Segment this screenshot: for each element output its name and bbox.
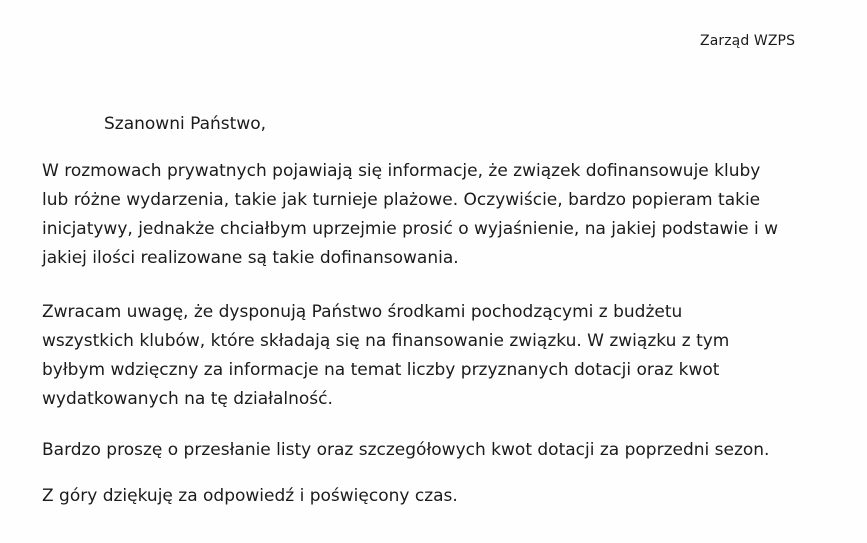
letter-salutation: Szanowni Państwo,	[104, 114, 267, 134]
paragraph-line: Zwracam uwagę, że dysponują Państwo środkami pochodzącymi z budżetu	[42, 302, 683, 322]
paragraph-line: wydatkowanych na tę działalność.	[42, 389, 333, 409]
paragraph-line: Z góry dziękuję za odpowiedź i poświęcony czas.	[42, 486, 458, 506]
letter-addressee: Zarząd WZPS	[700, 33, 796, 49]
paragraph-line: Bardzo proszę o przesłanie listy oraz szczegółowych kwot dotacji za poprzedni sezon.	[42, 440, 770, 460]
letter-closing	[42, 482, 842, 511]
paragraph-line: wszystkich klubów, które składają się na finansowanie związku. W związku z tym	[42, 331, 730, 351]
paragraph-line: lub różne wydarzenia, takie jak turnieje plażowe. Oczywiście, bardzo popieram takie	[42, 190, 761, 210]
paragraph-line: W rozmowach prywatnych pojawiają się informacje, że związek dofinansowuje kluby	[42, 161, 761, 181]
paragraph-line: inicjatywy, jednakże chciałbym uprzejmie prosić o wyjaśnienie, na jakiej podstawie i w	[42, 219, 779, 239]
paragraph-line: jakiej ilości realizowane są takie dofinansowania.	[42, 248, 459, 268]
letter-paragraph-3	[42, 436, 842, 465]
paragraph-line: byłbym wdzięczny za informacje na temat liczby przyznanych dotacji oraz kwot	[42, 360, 720, 380]
letter-paragraph-1	[42, 157, 842, 273]
letter-paragraph-2	[42, 298, 842, 414]
